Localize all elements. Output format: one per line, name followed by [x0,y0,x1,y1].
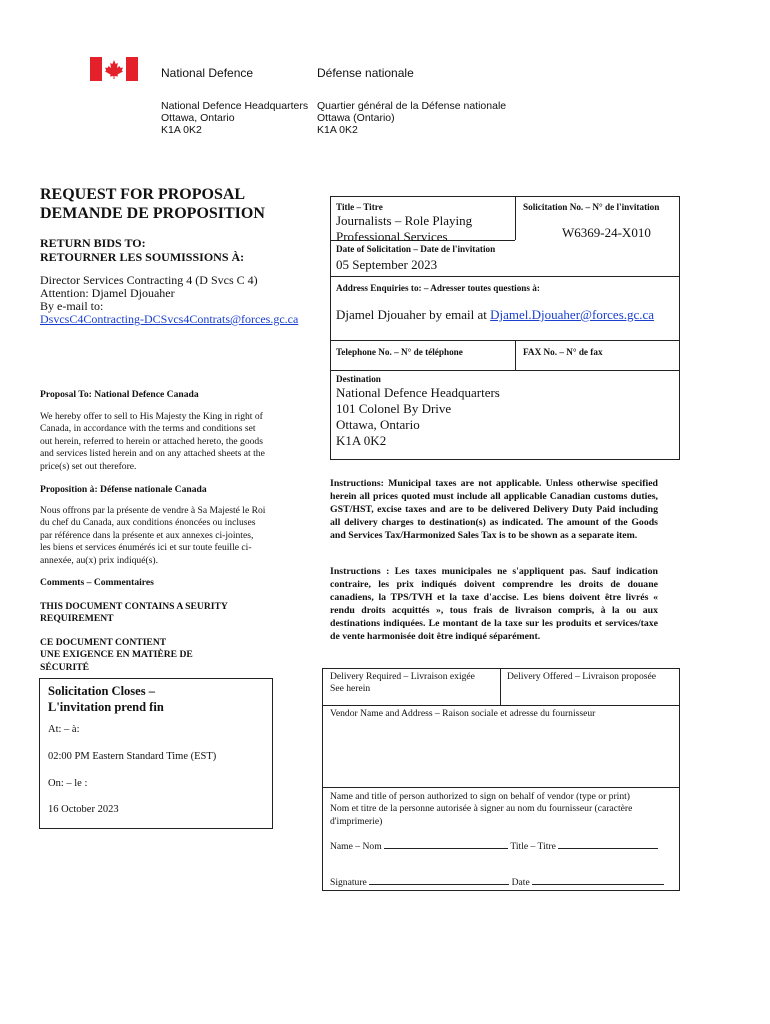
solicitation-number-value: W6369-24-X010 [562,225,651,240]
destination-label: Destination [336,374,381,384]
security-line: UNE EXIGENCE EN MATIÈRE DE [40,649,193,661]
solicitation-number-label: Solicitation No. – N° de l'invitation [523,202,660,212]
vendor-name-label: Vendor Name and Address – Raison sociale et adresse du fournisseur [330,708,596,719]
divider [515,196,516,240]
header-address-fr [317,100,506,136]
destination-line: Ottawa, Ontario [336,417,420,432]
destination-line: 101 Colonel By Drive [336,401,452,416]
header-address-en [161,100,308,136]
closes-date: 16 October 2023 [48,804,119,815]
document-title [40,185,265,223]
proposition-fr: Proposition à: Défense nationale Canada [40,484,207,495]
security-note-en [40,601,228,626]
title-value-line: Journalists – Role Playing [336,213,473,228]
destination-line: K1A 0K2 [336,433,387,448]
address-line: Ottawa (Ontario) [317,112,395,124]
name-field[interactable] [384,838,508,849]
divider [322,705,680,706]
divider [515,340,516,370]
return-contact [40,274,298,326]
delivery-required-value: See herein [330,683,371,695]
contact-line: By e-mail to: [40,299,104,313]
title-signature-label: Title – Titre [510,841,556,852]
canada-flag-icon [90,57,138,81]
security-note-fr [40,637,193,674]
closes-time: 02:00 PM Eastern Standard Time (EST) [48,751,217,762]
address-line: K1A 0K2 [317,124,358,136]
solicitation-closes-box [39,678,273,829]
closes-title-en: Solicitation Closes – [48,684,155,698]
destination-line: National Defence Headquarters [336,385,500,400]
date-field[interactable] [532,874,664,885]
title-value [336,213,472,245]
contact-line: Attention: Djamel Djouaher [40,286,175,300]
divider [330,276,680,277]
delivery-offered-label: Delivery Offered – Livraison proposée [507,671,657,682]
enquiries-value [336,307,654,323]
divider [500,668,501,705]
fax-label: FAX No. – N° de fax [523,347,603,357]
address-line: Ottawa, Ontario [161,112,235,124]
authorized-en: Name and title of person authorized to sign on behalf of vendor (type or print) [330,791,630,802]
return-bids-heading [40,236,244,264]
instructions-fr: Instructions : Les taxes municipales ne s'appliquent pas. Sauf indication contraire, les prix indiqués doivent comprendre les droits de douane canadiens, la TPS/TVH et la taxe d'accise. Les biens doivent être livrés « rendu droits acquittés », tous frais de livraison compris, à la ou aux destinations indiquées. Le montant de la taxe sur les produits et services/taxe de vente harmonisée doit être indiqué séparément. [330,566,658,642]
signature-date-row [330,874,675,889]
authorized-fr: Nom et titre de la personne autorisée à signer au nom du fournisseur (caractère d'imprimerie) [330,803,633,827]
instructions-en: Instructions: Municipal taxes are not applicable. Unless otherwise specified herein all prices quoted must include all applicable Canadian customs duties, GST/HST, excise taxes and are to be delivered Delivery Duty Paid including all delivery charges to destination(s) as indicated. The amount of the Goods and Services Tax/Harmonized Sales Tax is to be shown as a separate item. [330,478,658,541]
address-line: National Defence Headquarters [161,100,309,112]
date-signature-label: Date [511,877,530,888]
authorized-person-label [330,791,675,828]
signature-field[interactable] [369,874,509,885]
closes-at-label: At: – à: [48,724,80,735]
security-line: SÉCURITÉ [40,661,90,673]
enquiries-email-link[interactable]: Djamel.Djouaher@forces.gc.ca [490,307,655,322]
title-value-line: Professional Services [336,229,448,244]
delivery-required [330,671,475,696]
contact-line: Director Services Contracting 4 (D Svcs C 4) [40,273,258,287]
title-field[interactable] [558,838,658,849]
department-name-en: National Defence [161,66,254,80]
security-line: THIS DOCUMENT CONTAINS A SEURITY [40,601,228,612]
name-label: Name – Nom [330,841,382,852]
vendor-box [322,668,680,891]
security-line: CE DOCUMENT CONTIENT [40,637,167,648]
destination-address [336,385,500,449]
title-fr: DEMANDE DE PROPOSITION [40,205,265,222]
name-title-row [330,838,675,853]
telephone-label: Telephone No. – N° de téléphone [336,347,463,357]
offer-text-en: We hereby offer to sell to His Majesty the King in right of Canada, in accordance with the terms and conditions set out herein, referred to herein or attached hereto, the goods and services listed herein and on any attached sheets at the price(s) set out therefore. [40,411,265,472]
department-name-fr: Défense nationale [317,66,414,80]
return-bids-fr: RETOURNER LES SOUMISSIONS À: [40,250,245,264]
enquiries-label: Address Enquiries to: – Adresser toutes questions à: [336,283,540,293]
solicitation-closes-title [48,683,164,715]
enquiries-contact: Djamel Djouaher by email at [336,307,491,322]
offer-text-fr: Nous offrons par la présente de vendre à Sa Majesté le Roi du chef du Canada, aux conditions énoncées ou incluses par référence dans la présente et aux annexes ci-jointes, les biens et services énumérés ici et sur toute feuille ci-annexée, au(x) prix indiqué(s). [40,505,266,566]
solicitation-date-label: Date of Solicitation – Date de l'invitation [336,244,496,254]
solicitation-date-value: 05 September 2023 [336,257,438,272]
signature-label: Signature [330,877,367,888]
closes-title-fr: L'invitation prend fin [48,700,164,714]
divider [322,787,680,788]
divider [330,370,680,371]
return-bids-en: RETURN BIDS TO: [40,236,146,250]
title-en: REQUEST FOR PROPOSAL [40,186,246,203]
security-line: REQUIREMENT [40,613,114,625]
address-line: Quartier général de la Défense nationale [317,100,507,112]
comments-label: Comments – Commentaires [40,577,154,588]
title-label: Title – Titre [336,202,383,212]
closes-on-label: On: – le : [48,778,88,789]
proposal-to: Proposal To: National Defence Canada [40,389,199,400]
address-line: K1A 0K2 [161,124,202,136]
delivery-required-label: Delivery Required – Livraison exigée [330,671,475,682]
divider [330,340,680,341]
contact-email-link[interactable]: DsvcsC4Contracting-DCSvcs4Contrats@forces.gc.ca [40,312,299,326]
